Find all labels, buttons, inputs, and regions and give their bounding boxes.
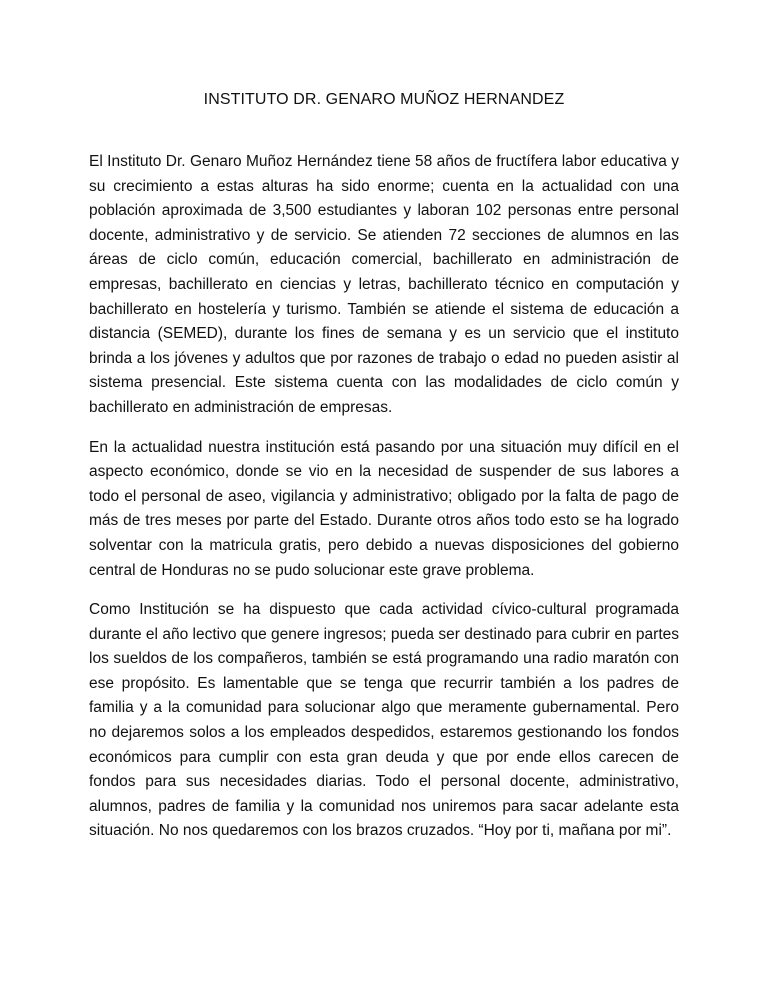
paragraph-3: Como Institución se ha dispuesto que cada actividad cívico-cultural programada durante el año lectivo que genere ingresos; pueda ser destinado para cubrir en partes los sueldos de los compañeros, también se está programando una radio maratón con ese propósito. Es lamentable que se tenga que recurrir también a los padres de familia y a la comunidad para solucionar algo que meramente gubernamental. Pero no dejaremos solos a los empleados despedidos, estaremos gestionando los fondos económicos para cumplir con esta gran deuda y que por ende ellos carecen de fondos para sus necesidades diarias. Todo el personal docente, administrativo, alumnos, padres de familia y la comunidad nos uniremos para sacar adelante esta situación. No nos quedaremos con los brazos cruzados. “Hoy por ti, mañana por mi”. (89, 601, 679, 840)
paragraph-1: El Instituto Dr. Genaro Muñoz Hernández tiene 58 años de fructífera labor educativa y su crecimiento a estas alturas ha sido enorme; cuenta en la actualidad con una población aproximada de 3,500 estudiantes y laboran 102 personas entre personal docente, administrativo y de servicio. Se atienden 72 secciones de alumnos en las áreas de ciclo común, educación comercial, bachillerato en administración de empresas, bachillerato en ciencias y letras, bachillerato técnico en computación y bachillerato en hostelería y turismo. También se atiende el sistema de educación a distancia (SEMED), durante los fines de semana y es un servicio que el instituto brinda a los jóvenes y adultos que por razones de trabajo o edad no pueden asistir al sistema presencial. Este sistema cuenta con las modalidades de ciclo común y bachillerato en administración de empresas. (89, 153, 679, 416)
document-title: INSTITUTO DR. GENARO MUÑOZ HERNANDEZ (203, 91, 565, 108)
paragraph-2: En la actualidad nuestra institución está pasando por una situación muy difícil en el aspecto económico, donde se vio en la necesidad de suspender de sus labores a todo el personal de aseo, vigilancia y administrativo; obligado por la falta de pago de más de tres meses por parte del Estado. Durante otros años todo esto se ha logrado solventar con la matricula gratis, pero debido a nuevas disposiciones del gobierno central de Honduras no se pudo solucionar este grave problema. (89, 438, 679, 579)
document-body (89, 150, 679, 859)
